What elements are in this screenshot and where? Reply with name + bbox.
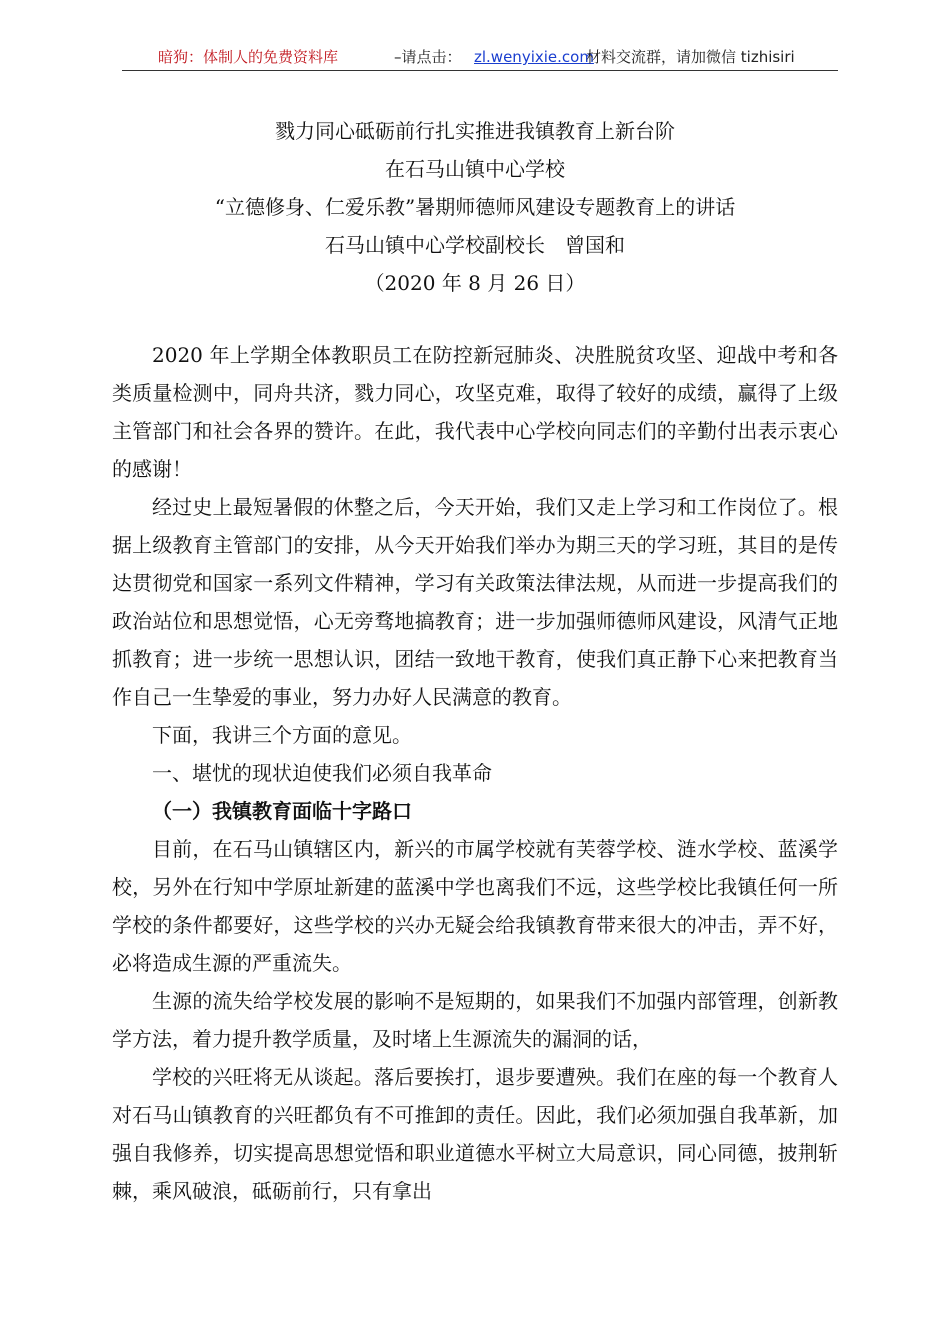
- subsection-heading: （一）我镇教育面临十字路口: [152, 799, 412, 823]
- paragraph: 2020 年上学期全体教职员工在防控新冠肺炎、决胜脱贫攻坚、迎战中考和各类质量检测中，同舟共济，戮力同心，攻坚克难，取得了较好的成绩，赢得了上级主管部门和社会各界的赞许。在此，我代表中心学校向同志们的辛勤付出表示衷心的感谢！: [112, 343, 838, 481]
- section-heading: 一、堪忧的现状迫使我们必须自我革命: [152, 761, 492, 785]
- document-title: 戮力同心砥砺前行扎实推进我镇教育上新台阶: [275, 119, 675, 143]
- paragraph: 生源的流失给学校发展的影响不是短期的，如果我们不加强内部管理，创新教学方法，着力提升教学质量，及时堵上生源流失的漏洞的话，: [112, 989, 838, 1051]
- page-header: [122, 44, 838, 70]
- paragraph: 经过史上最短暑假的休整之后，今天开始，我们又走上学习和工作岗位了。根据上级教育主管部门的安排，从今天开始我们举办为期三天的学习班，其目的是传达贯彻党和国家一系列文件精神，学习有关政策法律法规，从而进一步提高我们的政治站位和思想觉悟，心无旁骛地搞教育；进一步加强师德师风建设，风清气正地抓教育；进一步统一思想认识，团结一致地干教育，使我们真正静下心来把教育当作自己一生挚爱的事业，努力办好人民满意的教育。: [112, 495, 838, 709]
- header-prompt: –请点击：: [394, 48, 462, 66]
- paragraph: 学校的兴旺将无从谈起。落后要挨打，退步要遭殃。我们在座的每一个教育人对石马山镇教育的兴旺都负有不可推卸的责任。因此，我们必须加强自我革新，加强自我修养，切实提高思想觉悟和职业道德水平树立大局意识，同心同德，披荆斩棘，乘风破浪，砥砺前行，只有拿出: [112, 1065, 838, 1203]
- header-divider: [122, 70, 838, 71]
- document-event: “立德修身、仁爱乐教”暑期师德师风建设专题教育上的讲话: [214, 195, 736, 219]
- document-body: [112, 336, 838, 1210]
- document-speaker: 石马山镇中心学校副校长 曾国和: [325, 233, 625, 257]
- document-date: （2020 年 8 月 26 日）: [364, 271, 586, 295]
- paragraph: 目前，在石马山镇辖区内，新兴的市属学校就有芙蓉学校、涟水学校、蓝溪学校，另外在行知中学原址新建的蓝溪中学也离我们不远，这些学校比我镇任何一所学校的条件都要好，这些学校的兴办无疑会给我镇教育带来很大的冲击，弄不好，必将造成生源的严重流失。: [112, 837, 838, 975]
- title-block: [112, 112, 838, 302]
- header-contact: 材料交流群，请加微信 tizhisiri: [586, 48, 795, 66]
- document-venue: 在石马山镇中心学校: [385, 157, 565, 181]
- header-site-name: 暗狗：体制人的免费资料库: [158, 48, 339, 66]
- header-link[interactable]: zl.wenyixie.com: [474, 48, 594, 66]
- paragraph: 下面，我讲三个方面的意见。: [152, 723, 412, 747]
